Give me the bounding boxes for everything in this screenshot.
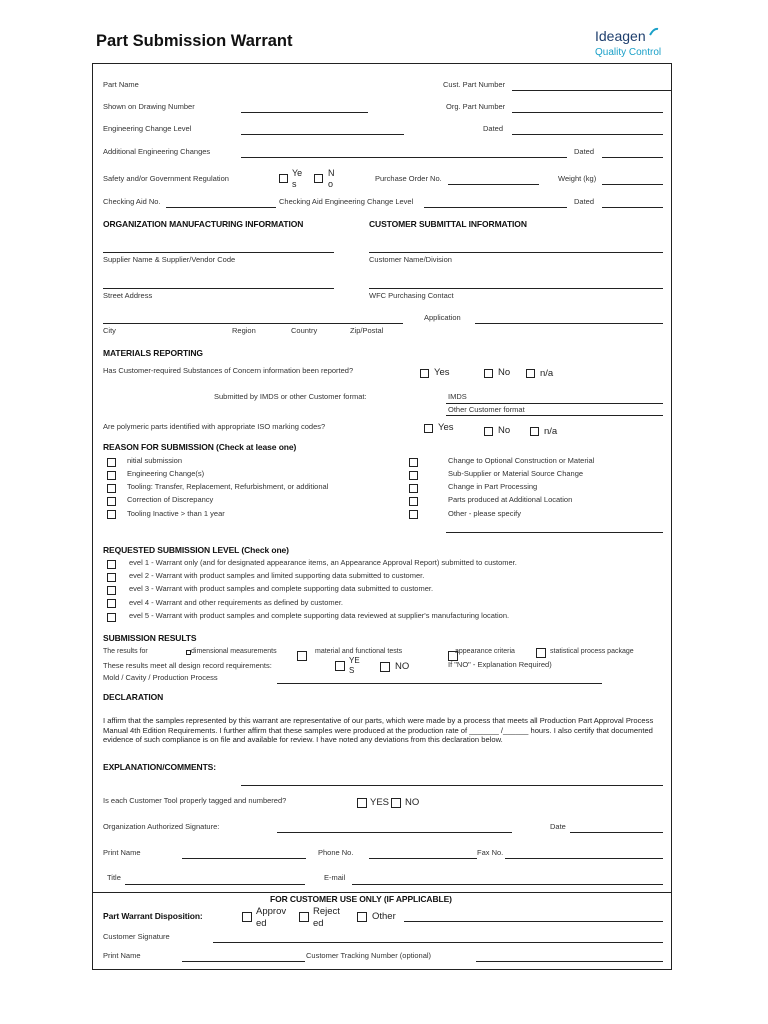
other-disposition-field[interactable] (404, 921, 663, 922)
results-for-label: The results for (103, 648, 148, 655)
fax-field[interactable] (505, 858, 663, 859)
application-label: Application (424, 313, 461, 322)
customer-print-name-label: Print Name (103, 951, 141, 960)
level-3-checkbox[interactable] (107, 586, 116, 595)
explanation-required-note: If "NO" - Explanation Required) (448, 660, 552, 669)
dated-field-2[interactable] (602, 157, 663, 158)
materials-question-2: Are polymeric parts identified with appropriate ISO marking codes? (103, 422, 326, 431)
email-field[interactable] (352, 884, 663, 885)
reason-left-checkbox-4[interactable] (107, 497, 116, 506)
materials-no-label: No (498, 367, 511, 378)
imds-label: IMDS (448, 392, 467, 401)
tool-no-label: NO (405, 797, 420, 808)
dated-label-1: Dated (483, 124, 504, 133)
results-heading: SUBMISSION RESULTS (103, 633, 197, 643)
level-5-checkbox[interactable] (107, 613, 116, 622)
other-specify-field[interactable] (446, 532, 663, 533)
reason-right-checkbox-2[interactable] (409, 471, 418, 480)
supplier-field[interactable] (103, 252, 334, 253)
reason-right-label-2: Sub-Supplier or Material Source Change (448, 469, 584, 478)
submitted-by-label: Submitted by IMDS or other Customer format: (214, 392, 367, 401)
email-label: E-mail (324, 873, 346, 882)
tool-question: Is each Customer Tool properly tagged and numbered? (103, 796, 287, 805)
dimensional-label: dimensional measurements (191, 648, 277, 655)
approved-label-b: ed (256, 918, 267, 929)
polymeric-na-checkbox[interactable] (530, 427, 539, 436)
checking-aid-level-label: Checking Aid Engineering Change Level (279, 197, 414, 206)
country-label: Country (291, 326, 318, 335)
meet-no-label: NO (395, 661, 410, 672)
org-part-number-label: Org. Part Number (446, 102, 506, 111)
declaration-text: I affirm that the samples represented by this warrant are representative of our parts, which were made by a process that meets all Production Part Approval Process Manual 4th Edition Requirements. I further affirm that these samples were produced at the production rate of _______ /______ hours. I also certify that documented evidence of such compliance is on file and available for review. I have noted any deviations from this declaration below. (103, 716, 654, 745)
appearance-label: appearance criteria (455, 648, 515, 655)
tool-yes-checkbox[interactable] (357, 798, 367, 808)
reason-left-label-2: Engineering Change(s) (127, 469, 205, 478)
street-field[interactable] (103, 288, 334, 289)
region-label: Region (232, 326, 256, 335)
page-title: Part Submission Warrant (96, 32, 293, 50)
meet-yes-label-a: YE (349, 656, 360, 665)
reason-left-checkbox-1[interactable] (107, 458, 116, 467)
purchase-order-label: Purchase Order No. (375, 174, 442, 183)
customer-name-field[interactable] (369, 252, 663, 253)
statistical-label: statistical process package (550, 648, 634, 655)
polymeric-yes-label: Yes (438, 422, 454, 433)
meet-req-label: These results meet all design record requirements: (103, 661, 272, 670)
materials-question-1: Has Customer-required Substances of Concern information been reported? (103, 366, 354, 375)
material-checkbox[interactable] (297, 651, 307, 661)
reason-right-checkbox-4[interactable] (409, 497, 418, 506)
safety-yes-checkbox[interactable] (279, 174, 288, 183)
reason-left-label-5: Tooling Inactive > than 1 year (127, 509, 225, 518)
logo (592, 27, 682, 63)
supplier-label: Supplier Name & Supplier/Vendor Code (103, 255, 236, 264)
customer-signature-label: Customer Signature (103, 932, 170, 941)
safety-yes-label-a: Ye (292, 168, 303, 178)
materials-na-checkbox[interactable] (526, 369, 535, 378)
other-format-label: Other Customer format (448, 405, 525, 414)
additional-changes-label: Additional Engineering Changes (103, 147, 211, 156)
logo-tagline: Quality Control (595, 47, 662, 58)
dated-label-3: Dated (574, 197, 595, 206)
phone-label: Phone No. (318, 848, 354, 857)
org-info-heading: ORGANIZATION MANUFACTURING INFORMATION (103, 219, 304, 229)
tool-yes-label: YES (370, 797, 390, 808)
customer-signature-field[interactable] (213, 942, 663, 943)
reason-right-checkbox-1[interactable] (409, 458, 418, 467)
date-field[interactable] (570, 832, 663, 833)
safety-no-label-b: o (328, 179, 334, 189)
eng-change-level-field[interactable] (241, 134, 404, 135)
drawing-number-label: Shown on Drawing Number (103, 102, 195, 111)
customer-section-divider (92, 892, 672, 893)
levels-heading: REQUESTED SUBMISSION LEVEL (Check one) (103, 545, 289, 555)
checking-aid-label: Checking Aid No. (103, 197, 161, 206)
level-1-label: evel 1 - Warrant only (and for designated appearance items, an Appearance Approval Report) submitted to customer. (129, 558, 517, 567)
polymeric-na-label: n/a (544, 426, 558, 437)
level-2-label: evel 2 - Warrant with product samples and limited supporting data submitted to customer. (129, 571, 425, 580)
purchase-order-field[interactable] (448, 184, 539, 185)
mold-label: Mold / Cavity / Production Process (103, 673, 218, 682)
wfc-contact-field[interactable] (369, 288, 663, 289)
reason-left-label-1: nitial submission (127, 456, 183, 465)
materials-heading: MATERIALS REPORTING (103, 348, 203, 358)
title-label: Title (107, 873, 121, 882)
customer-use-heading: FOR CUSTOMER USE ONLY (IF APPLICABLE) (270, 894, 452, 904)
org-part-number-field[interactable] (512, 112, 663, 113)
level-5-label: evel 5 - Warrant with product samples and complete supporting data reviewed at supplier's manufacturing location. (129, 611, 510, 620)
customer-print-name-field[interactable] (182, 961, 305, 962)
print-name-field[interactable] (182, 858, 306, 859)
other-checkbox[interactable] (357, 912, 367, 922)
reason-right-label-1: Change to Optional Construction or Material (448, 456, 595, 465)
mold-field[interactable] (277, 683, 602, 684)
weight-field[interactable] (602, 184, 663, 185)
date-label: Date (550, 822, 566, 831)
materials-yes-checkbox[interactable] (420, 369, 429, 378)
level-4-checkbox[interactable] (107, 599, 116, 608)
level-4-label: evel 4 - Warrant and other requirements as defined by customer. (129, 598, 343, 607)
reason-right-checkbox-3[interactable] (409, 484, 418, 493)
safety-no-label-a: N (328, 168, 335, 178)
dated-label-2: Dated (574, 147, 595, 156)
rejected-label-b: ed (313, 918, 324, 929)
cust-info-heading: CUSTOMER SUBMITTAL INFORMATION (369, 219, 527, 229)
phone-field[interactable] (369, 858, 477, 859)
drawing-number-field[interactable] (241, 112, 368, 113)
cust-part-number-field[interactable] (512, 90, 671, 91)
reason-right-label-3: Change in Part Processing (448, 482, 538, 491)
materials-yes-label: Yes (434, 367, 450, 378)
other-format-field[interactable] (446, 415, 663, 416)
reason-left-checkbox-3[interactable] (107, 484, 116, 493)
reason-right-checkbox-5[interactable] (409, 510, 418, 519)
meet-no-checkbox[interactable] (380, 662, 390, 672)
city-label: City (103, 326, 116, 335)
reason-left-label-3: Tooling: Transfer, Replacement, Refurbishment, or additional (127, 482, 329, 491)
part-name-label: Part Name (103, 80, 139, 89)
title-field[interactable] (125, 884, 305, 885)
disposition-label: Part Warrant Disposition: (103, 911, 203, 921)
auth-signature-field[interactable] (277, 832, 512, 833)
polymeric-no-checkbox[interactable] (484, 427, 493, 436)
statistical-checkbox[interactable] (536, 648, 546, 658)
explanation-field[interactable] (241, 785, 663, 786)
declaration-heading: DECLARATION (103, 692, 164, 702)
safety-yes-label-b: s (292, 179, 297, 189)
checking-aid-field[interactable] (166, 207, 276, 208)
cust-part-number-label: Cust. Part Number (443, 80, 506, 89)
tracking-field[interactable] (476, 961, 663, 962)
city-line-field[interactable] (103, 323, 403, 324)
street-label: Street Address (103, 291, 153, 300)
approved-label-a: Approv (256, 906, 287, 917)
logo-mark-icon (649, 27, 659, 37)
weight-label: Weight (kg) (558, 174, 597, 183)
safety-no-checkbox[interactable] (314, 174, 323, 183)
level-3-label: evel 3 - Warrant with product samples and complete supporting data submitted to customer. (129, 584, 434, 593)
reason-left-label-4: Correction of Discrepancy (127, 495, 214, 504)
other-label: Other (372, 911, 396, 922)
explanation-heading: EXPLANATION/COMMENTS: (103, 762, 216, 772)
reason-heading: REASON FOR SUBMISSION (Check at lease one) (103, 442, 297, 452)
additional-changes-field[interactable] (241, 157, 567, 158)
approved-checkbox[interactable] (242, 912, 252, 922)
logo-wordmark: Ideagen (595, 28, 646, 44)
reason-left-checkbox-2[interactable] (107, 471, 116, 480)
materials-no-checkbox[interactable] (484, 369, 493, 378)
reason-left-checkbox-5[interactable] (107, 510, 116, 519)
meet-yes-checkbox[interactable] (335, 661, 345, 671)
meet-yes-label-b: S (349, 666, 355, 675)
reason-right-label-5: Other - please specify (448, 509, 521, 518)
tracking-label: Customer Tracking Number (optional) (306, 951, 432, 960)
rejected-label-a: Reject (313, 906, 340, 917)
tool-no-checkbox[interactable] (391, 798, 401, 808)
checking-aid-level-field[interactable] (424, 207, 567, 208)
imds-field[interactable] (446, 403, 663, 404)
application-field[interactable] (475, 323, 663, 324)
level-2-checkbox[interactable] (107, 573, 116, 582)
dated-field-3[interactable] (602, 207, 663, 208)
safety-reg-label: Safety and/or Government Regulation (103, 174, 229, 183)
wfc-contact-label: WFC Purchasing Contact (369, 291, 454, 300)
zip-label: Zip/Postal (350, 326, 384, 335)
materials-na-label: n/a (540, 368, 554, 379)
fax-label: Fax No. (477, 848, 504, 857)
reason-right-label-4: Parts produced at Additional Location (448, 495, 573, 504)
print-name-label: Print Name (103, 848, 141, 857)
rejected-checkbox[interactable] (299, 912, 309, 922)
polymeric-no-label: No (498, 425, 511, 436)
dated-field-1[interactable] (512, 134, 663, 135)
auth-signature-label: Organization Authorized Signature: (103, 822, 220, 831)
customer-name-label: Customer Name/Division (369, 255, 452, 264)
eng-change-level-label: Engineering Change Level (103, 124, 192, 133)
material-label: material and functional tests (315, 648, 403, 655)
level-1-checkbox[interactable] (107, 560, 116, 569)
polymeric-yes-checkbox[interactable] (424, 424, 433, 433)
